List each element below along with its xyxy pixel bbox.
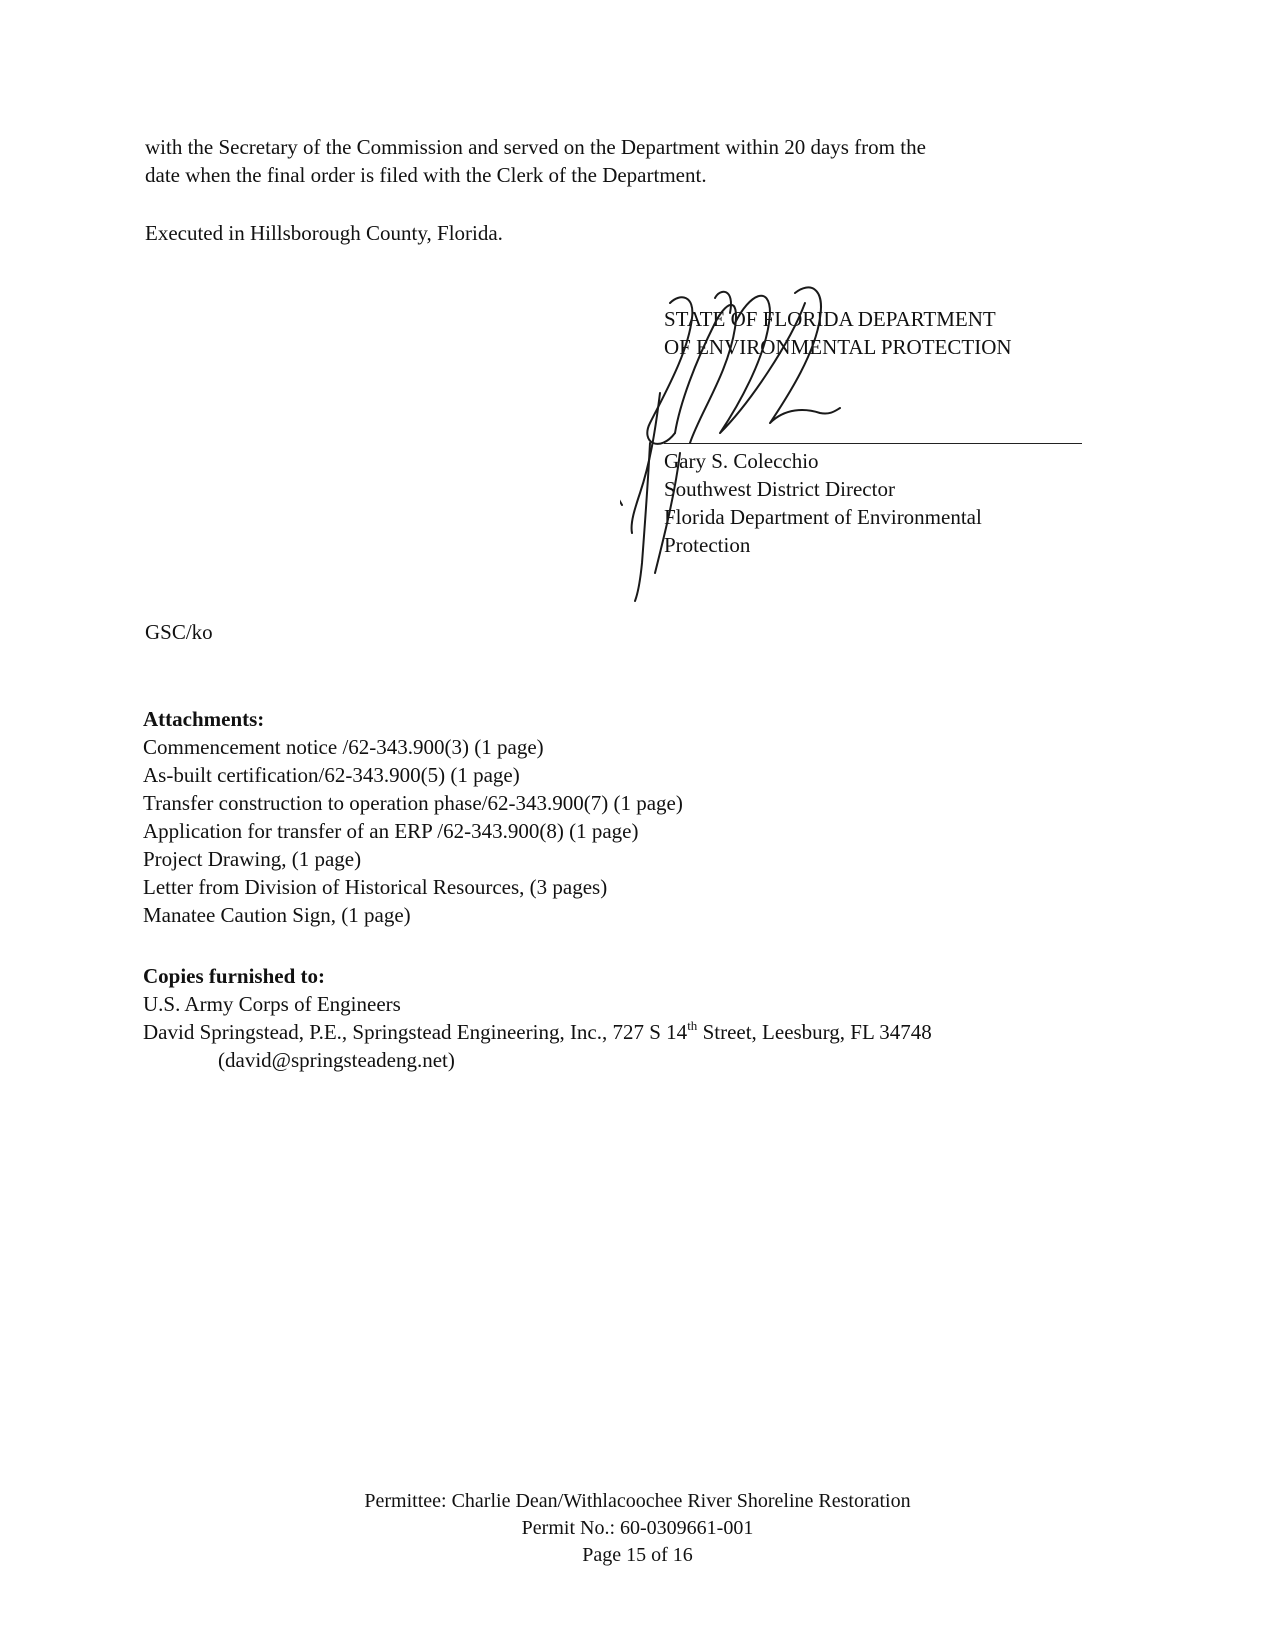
signatory-title: Southwest District Director: [664, 477, 895, 501]
attachment-item: Letter from Division of Historical Resources, (3 pages): [143, 875, 608, 899]
organization-line-2: OF ENVIRONMENTAL PROTECTION: [664, 335, 1012, 359]
recipient-address-city: Street, Leesburg, FL 34748: [697, 1020, 932, 1044]
attachment-item: Transfer construction to operation phase/62-343.900(7) (1 page): [143, 791, 683, 815]
signatory-agency-line-2: Protection: [664, 533, 751, 557]
signatory-details: [664, 447, 1084, 559]
typist-initials: GSC/ko: [145, 620, 213, 644]
copies-heading: Copies furnished to:: [143, 964, 326, 988]
footer-page-number: Page 15 of 16: [582, 1544, 693, 1566]
copy-recipient: [143, 1018, 1143, 1046]
copies-section: [143, 962, 1143, 1074]
footer-permittee: Permittee: Charlie Dean/Withlacoochee River Shoreline Restoration: [364, 1490, 911, 1512]
attachment-item: Application for transfer of an ERP /62-343.900(8) (1 page): [143, 819, 639, 843]
attachment-item: Manatee Caution Sign, (1 page): [143, 903, 411, 927]
footer-permit-number: Permit No.: 60-0309661-001: [521, 1517, 754, 1539]
signatory-agency-line-1: Florida Department of Environmental: [664, 505, 982, 529]
attachment-item: As-built certification/62-343.900(5) (1 page): [143, 763, 520, 787]
signature-line: [664, 443, 1082, 444]
execution-statement: Executed in Hillsborough County, Florida.: [145, 221, 503, 245]
attachment-item: Commencement notice /62-343.900(3) (1 page): [143, 735, 544, 759]
closing-paragraph-line-1: with the Secretary of the Commission and served on the Department within 20 days from the: [145, 135, 926, 159]
signatory-name: Gary S. Colecchio: [664, 449, 819, 473]
ordinal-suffix: th: [687, 1018, 698, 1033]
attachments-heading: Attachments:: [143, 707, 265, 731]
closing-paragraph-line-2: date when the final order is filed with the Clerk of the Department.: [145, 163, 707, 187]
page-footer: [0, 1488, 1275, 1569]
recipient-address-text: David Springstead, P.E., Springstead Engineering, Inc., 727 S 14: [143, 1020, 688, 1044]
recipient-email: (david@springsteadeng.net): [218, 1048, 455, 1072]
organization-line-1: STATE OF FLORIDA DEPARTMENT: [664, 307, 996, 331]
copy-recipient: U.S. Army Corps of Engineers: [143, 992, 401, 1016]
attachment-item: Project Drawing, (1 page): [143, 847, 362, 871]
signature-organization: [664, 305, 1084, 361]
closing-paragraph: [145, 133, 1085, 189]
attachments-section: [143, 705, 1043, 929]
